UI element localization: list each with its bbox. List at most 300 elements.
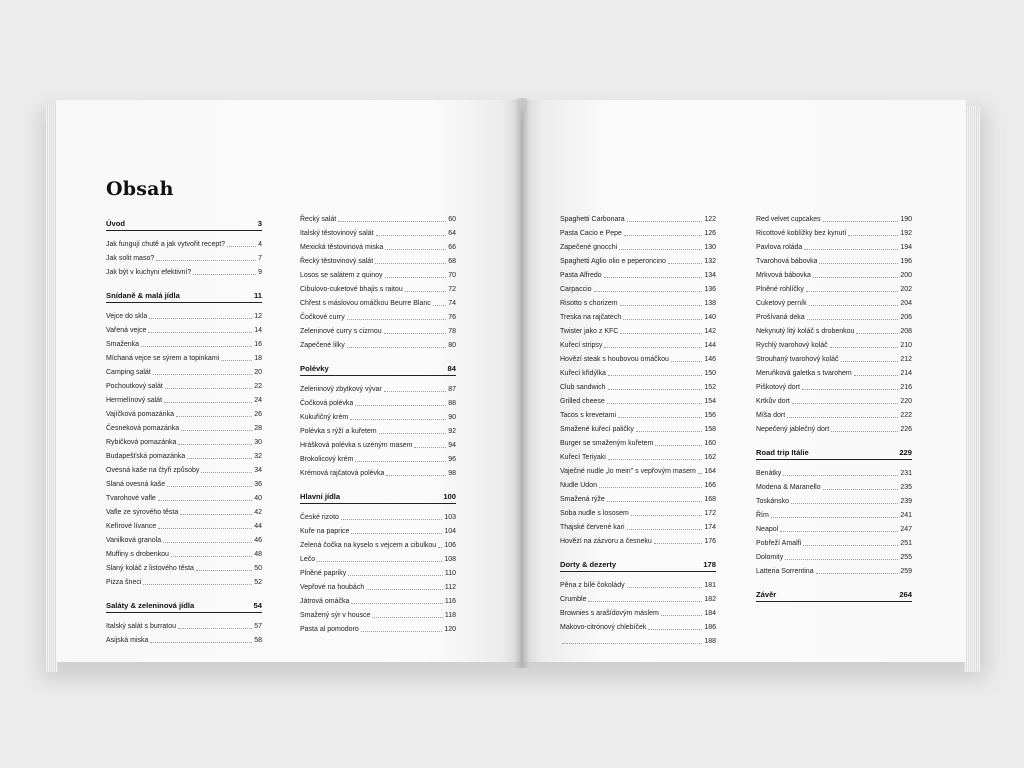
page-number: 87: [448, 386, 456, 393]
dot-leader: [787, 417, 898, 418]
page-number: 72: [448, 286, 456, 293]
dot-leader: [830, 347, 899, 348]
dot-leader: [163, 542, 252, 543]
dot-leader: [623, 319, 702, 320]
toc-entry: [756, 224, 912, 238]
page-number: 66: [448, 244, 456, 251]
entry-title: Nekynutý litý koláč s drobenkou: [756, 328, 855, 335]
toc-entry: [756, 548, 912, 562]
dot-leader: [385, 249, 446, 250]
dot-leader: [608, 389, 703, 390]
toc-entry: [560, 210, 716, 224]
entry-title: Smaženka: [106, 341, 140, 348]
page-number: 182: [704, 596, 716, 603]
dot-leader: [802, 389, 898, 390]
toc-title: Obsah: [106, 178, 174, 200]
page-number: 74: [448, 300, 456, 307]
entry-title: Tacos s krevetami: [560, 412, 617, 419]
entry-title: Vaječné nudle „lo mein" s vepřovým masem: [560, 468, 696, 475]
toc-entry: [560, 462, 716, 476]
page-number: 64: [448, 230, 456, 237]
toc-entry: [756, 492, 912, 506]
entry-title: Carpaccio: [560, 286, 592, 293]
toc-entry: [106, 307, 262, 321]
entry-title: Budapešťská pomazánka: [106, 453, 186, 460]
page-number: 48: [254, 551, 262, 558]
entry-title: Italský salát s burratou: [106, 623, 177, 630]
toc-entry: [756, 266, 912, 280]
toc-entry: [300, 550, 456, 564]
page-number: 120: [444, 626, 456, 633]
page-number: 136: [704, 286, 716, 293]
toc-entry: [560, 294, 716, 308]
section-title: Hlavní jídla: [300, 492, 341, 501]
toc-section-heading: [300, 485, 456, 501]
toc-entry: [106, 447, 262, 461]
page-number: 251: [900, 540, 912, 547]
toc-entry: [756, 478, 912, 492]
page-number: 94: [448, 442, 456, 449]
dot-leader: [604, 347, 702, 348]
page-number: 110: [444, 570, 456, 577]
page-number: 112: [444, 584, 456, 591]
entry-title: Ricottové koblížky bez kynutí: [756, 230, 847, 237]
page-number: 235: [900, 484, 912, 491]
dot-leader: [372, 617, 442, 618]
entry-title: Zelená čočka na kyselo s vejcem a cibulkou: [300, 542, 437, 549]
dot-leader: [823, 221, 899, 222]
page-number: 222: [900, 412, 912, 419]
toc-entry: [300, 508, 456, 522]
page-number: 50: [254, 565, 262, 572]
dot-leader: [384, 391, 447, 392]
dot-leader: [196, 570, 252, 571]
entry-title: Pobřeží Amalfi: [756, 540, 802, 547]
toc-entry: [300, 422, 456, 436]
toc-entry: [560, 252, 716, 266]
dot-leader: [655, 445, 702, 446]
page-number: 4: [258, 241, 262, 248]
toc-entry: [756, 378, 912, 392]
section-title: Dorty & dezerty: [560, 560, 617, 569]
entry-title: Spaghetti Aglio olio e peperoncino: [560, 258, 666, 265]
dot-leader: [351, 533, 442, 534]
entry-title: Tvarohové vafle: [106, 495, 156, 502]
toc-entry: [106, 321, 262, 335]
entry-title: Twister jako z KFC: [560, 328, 619, 335]
entry-title: Smažená rýže: [560, 496, 605, 503]
dot-leader: [366, 589, 443, 590]
page-number: 60: [448, 216, 456, 223]
dot-leader: [698, 473, 703, 474]
dot-leader: [599, 487, 702, 488]
toc-entry: [560, 632, 716, 646]
toc-entry: [106, 503, 262, 517]
toc-entry: [560, 392, 716, 406]
dot-leader: [809, 305, 899, 306]
dot-leader: [355, 405, 446, 406]
toc-column-3: [560, 210, 716, 646]
page-number: 11: [253, 291, 262, 300]
dot-leader: [167, 486, 252, 487]
page-number: 26: [254, 411, 262, 418]
page-number: 144: [704, 342, 716, 349]
page-number: 190: [900, 216, 912, 223]
dot-leader: [627, 529, 703, 530]
dot-leader: [783, 475, 898, 476]
page-number: 116: [444, 598, 456, 605]
page-number: 152: [704, 384, 716, 391]
toc-entry: [300, 536, 456, 550]
page-number: 164: [704, 468, 716, 475]
dot-leader: [350, 419, 446, 420]
dot-leader: [792, 403, 898, 404]
entry-title: Neapol: [756, 526, 779, 533]
page-number: 103: [444, 514, 456, 521]
toc-entry: [560, 406, 716, 420]
page-number: 186: [704, 624, 716, 631]
section-title: Saláty & zeleninová jídla: [106, 601, 195, 610]
page-number: 12: [254, 313, 262, 320]
toc-entry: [106, 377, 262, 391]
entry-title: Brokolicový krém: [300, 456, 354, 463]
toc-entry: [106, 631, 262, 645]
entry-title: Vafle ze sýrového těsta: [106, 509, 179, 516]
entry-title: České rizoto: [300, 514, 339, 521]
entry-title: Benátky: [756, 470, 782, 477]
page-number: 52: [254, 579, 262, 586]
section-title: Polévky: [300, 364, 329, 373]
toc-entry: [756, 420, 912, 434]
entry-title: Slaná ovesná kaše: [106, 481, 166, 488]
dot-leader: [141, 346, 252, 347]
entry-title: Nepečený jablečný dort: [756, 426, 830, 433]
dot-leader: [607, 501, 703, 502]
entry-title: Hovězí steak s houbovou omáčkou: [560, 356, 669, 363]
page-number: 100: [443, 492, 456, 501]
entry-title: Rychlý tvarohový koláč: [756, 342, 828, 349]
page-number: 160: [704, 440, 716, 447]
dot-leader: [594, 291, 703, 292]
entry-title: Nudle Udon: [560, 482, 597, 489]
page-number: 150: [704, 370, 716, 377]
entry-title: Latteria Sorrentina: [756, 568, 814, 575]
page-number: 247: [900, 526, 912, 533]
dot-leader: [562, 643, 702, 644]
toc-entry: [106, 517, 262, 531]
entry-title: Smažený sýr v housce: [300, 612, 371, 619]
entry-title: Plněné papriky: [300, 570, 347, 577]
entry-title: Thajské červené kari: [560, 524, 625, 531]
page-number: 132: [704, 258, 716, 265]
dot-leader: [841, 361, 899, 362]
section-rule: [106, 230, 262, 231]
toc-entry: [756, 210, 912, 224]
toc-entry: [560, 504, 716, 518]
toc-entry: [106, 489, 262, 503]
page-number: 14: [254, 327, 262, 334]
page-number: 174: [704, 524, 716, 531]
dot-leader: [819, 263, 898, 264]
entry-title: Italský těstovinový salát: [300, 230, 374, 237]
toc-entry: [106, 419, 262, 433]
toc-entry: [560, 604, 716, 618]
toc-section-heading: [106, 284, 262, 300]
dot-leader: [338, 221, 446, 222]
dot-leader: [227, 246, 256, 247]
page-number: 30: [254, 439, 262, 446]
page-number: 229: [899, 448, 912, 457]
entry-title: Polévka s rýží a kuřetem: [300, 428, 377, 435]
section-rule: [560, 571, 716, 572]
dot-leader: [148, 332, 252, 333]
toc-entry: [106, 363, 262, 377]
toc-entry: [756, 364, 912, 378]
toc-entry: [300, 280, 456, 294]
toc-entry: [300, 522, 456, 536]
dot-leader: [608, 459, 703, 460]
dot-leader: [376, 235, 447, 236]
entry-title: Jak solit maso?: [106, 255, 155, 262]
section-title: Úvod: [106, 219, 125, 228]
toc-entry: [300, 266, 456, 280]
page-number: 156: [704, 412, 716, 419]
entry-title: Pizza šneci: [106, 579, 142, 586]
page-number: 259: [900, 568, 912, 575]
page-number: 202: [900, 286, 912, 293]
dot-leader: [143, 584, 252, 585]
dot-leader: [386, 475, 446, 476]
toc-entry: [560, 590, 716, 604]
toc-entry: [300, 578, 456, 592]
dot-leader: [627, 221, 703, 222]
dot-leader: [619, 249, 702, 250]
entry-title: Muffiny s drobenkou: [106, 551, 169, 558]
dot-leader: [627, 587, 703, 588]
dot-leader: [807, 319, 899, 320]
page-number: 162: [704, 454, 716, 461]
toc-entry: [756, 520, 912, 534]
entry-title: Pasta Cacio e Pepe: [560, 230, 622, 237]
toc-entry: [300, 620, 456, 634]
dot-leader: [780, 531, 898, 532]
section-rule: [106, 302, 262, 303]
page-number: 212: [900, 356, 912, 363]
dot-leader: [361, 631, 443, 632]
dot-leader: [379, 433, 447, 434]
entry-title: Kukuřičný krém: [300, 414, 349, 421]
page-number: 214: [900, 370, 912, 377]
entry-title: Lečo: [300, 556, 316, 563]
dot-leader: [624, 235, 702, 236]
dot-leader: [375, 263, 446, 264]
entry-title: Pasta al pomodoro: [300, 626, 359, 633]
dot-leader: [221, 360, 252, 361]
dot-leader: [158, 528, 252, 529]
dot-leader: [654, 543, 702, 544]
toc-entry: [560, 308, 716, 322]
entry-title: Prošívaná deka: [756, 314, 805, 321]
entry-title: Risotto s chorizem: [560, 300, 618, 307]
entry-title: Brownies s arašídovým máslem: [560, 610, 659, 617]
toc-section-heading: [560, 553, 716, 569]
toc-entry: [756, 294, 912, 308]
page-number: 68: [448, 258, 456, 265]
toc-column-2: [300, 210, 456, 634]
toc-entry: [560, 576, 716, 590]
dot-leader: [181, 430, 252, 431]
toc-entry: [300, 238, 456, 252]
dot-leader: [636, 431, 702, 432]
entry-title: Řecký salát: [300, 216, 337, 223]
toc-entry: [560, 618, 716, 632]
page-number: 78: [448, 328, 456, 335]
section-title: Snídaně & malá jídla: [106, 291, 180, 300]
toc-entry: [756, 506, 912, 520]
page-number: 154: [704, 398, 716, 405]
toc-entry: [300, 322, 456, 336]
entry-title: Pochoutkový salát: [106, 383, 163, 390]
page-number: 239: [900, 498, 912, 505]
entry-title: Chřest s máslovou omáčkou Beurre Blanc: [300, 300, 431, 307]
entry-title: Piškotový dort: [756, 384, 800, 391]
toc-entry: [106, 405, 262, 419]
toc-entry: [300, 252, 456, 266]
page-number: 44: [254, 523, 262, 530]
entry-title: Řecký těstovinový salát: [300, 258, 374, 265]
toc-entry: [756, 252, 912, 266]
section-rule: [300, 375, 456, 376]
entry-title: Jak být v kuchyni efektivní?: [106, 269, 192, 276]
entry-title: Zapečené gnocchi: [560, 244, 618, 251]
toc-section-heading: [106, 594, 262, 610]
page-edges-right: [964, 106, 980, 672]
entry-title: Cibulovo-cuketové bhajis s raitou: [300, 286, 403, 293]
entry-title: Club sandwich: [560, 384, 606, 391]
page-number: 192: [900, 230, 912, 237]
toc-section-heading: [106, 212, 262, 228]
toc-entry: [106, 391, 262, 405]
page-number: 196: [900, 258, 912, 265]
page-number: 216: [900, 384, 912, 391]
page-number: 106: [444, 542, 456, 549]
page-number: 140: [704, 314, 716, 321]
page-number: 20: [254, 369, 262, 376]
page-number: 188: [704, 638, 716, 645]
entry-title: Cuketový perník: [756, 300, 807, 307]
dot-leader: [804, 249, 898, 250]
toc-column-4: [756, 210, 912, 606]
dot-leader: [438, 547, 442, 548]
page-number: 24: [254, 397, 262, 404]
toc-entry: [560, 532, 716, 546]
toc-entry: [106, 349, 262, 363]
entry-title: Kuře na paprice: [300, 528, 350, 535]
toc-entry: [560, 378, 716, 392]
entry-title: Spaghetti Carbonara: [560, 216, 625, 223]
toc-column-1: [106, 212, 262, 645]
page-number: 194: [900, 244, 912, 251]
dot-leader: [150, 642, 252, 643]
dot-leader: [384, 333, 447, 334]
toc-entry: [756, 336, 912, 350]
toc-entry: [106, 531, 262, 545]
page-number: 166: [704, 482, 716, 489]
toc-entry: [300, 436, 456, 450]
toc-entry: [106, 461, 262, 475]
dot-leader: [785, 559, 898, 560]
page-number: 104: [444, 528, 456, 535]
dot-leader: [588, 601, 702, 602]
toc-entry: [300, 592, 456, 606]
entry-title: Hovězí na zázvoru a česneku: [560, 538, 652, 545]
entry-title: Kuřecí Teriyaki: [560, 454, 606, 461]
dot-leader: [156, 260, 256, 261]
dot-leader: [831, 431, 898, 432]
dot-leader: [187, 458, 252, 459]
page-number: 210: [900, 342, 912, 349]
dot-leader: [178, 444, 252, 445]
entry-title: Smažené kuřecí paličky: [560, 426, 634, 433]
page-number: 204: [900, 300, 912, 307]
dot-leader: [604, 277, 703, 278]
entry-title: Vanilková granola: [106, 537, 162, 544]
page-number: 28: [254, 425, 262, 432]
dot-leader: [791, 503, 898, 504]
dot-leader: [803, 545, 898, 546]
entry-title: Zeleninové curry s cizrnou: [300, 328, 382, 335]
page-number: 9: [258, 269, 262, 276]
page-number: 88: [448, 400, 456, 407]
toc-entry: [106, 433, 262, 447]
dot-leader: [608, 375, 702, 376]
page-number: 58: [254, 637, 262, 644]
page-number: 181: [704, 582, 716, 589]
page-number: 70: [448, 272, 456, 279]
entry-title: Dolomity: [756, 554, 784, 561]
toc-entry: [300, 210, 456, 224]
page-number: 142: [704, 328, 716, 335]
page-number: 226: [900, 426, 912, 433]
entry-title: Plněné rohlíčky: [756, 286, 804, 293]
dot-leader: [317, 561, 442, 562]
page-number: 172: [704, 510, 716, 517]
dot-leader: [816, 573, 899, 574]
entry-title: Tvarohová bábovka: [756, 258, 818, 265]
dot-leader: [631, 515, 702, 516]
dot-leader: [149, 318, 252, 319]
section-rule: [106, 612, 262, 613]
toc-entry: [756, 534, 912, 548]
dot-leader: [158, 500, 252, 501]
dot-leader: [405, 291, 446, 292]
entry-title: Kefírové lívance: [106, 523, 157, 530]
section-rule: [756, 459, 912, 460]
section-rule: [300, 503, 456, 504]
entry-title: Treska na rajčatech: [560, 314, 622, 321]
entry-title: Míchaná vejce se sýrem a topinkami: [106, 355, 220, 362]
entry-title: Vepřové na houbách: [300, 584, 365, 591]
page-number: 206: [900, 314, 912, 321]
entry-title: Grilled cheese: [560, 398, 605, 405]
dot-leader: [165, 388, 252, 389]
page-number: 220: [900, 398, 912, 405]
page-number: 76: [448, 314, 456, 321]
page-number: 57: [254, 623, 262, 630]
page-number: 176: [704, 538, 716, 545]
toc-entry: [756, 308, 912, 322]
page-number: 178: [703, 560, 716, 569]
